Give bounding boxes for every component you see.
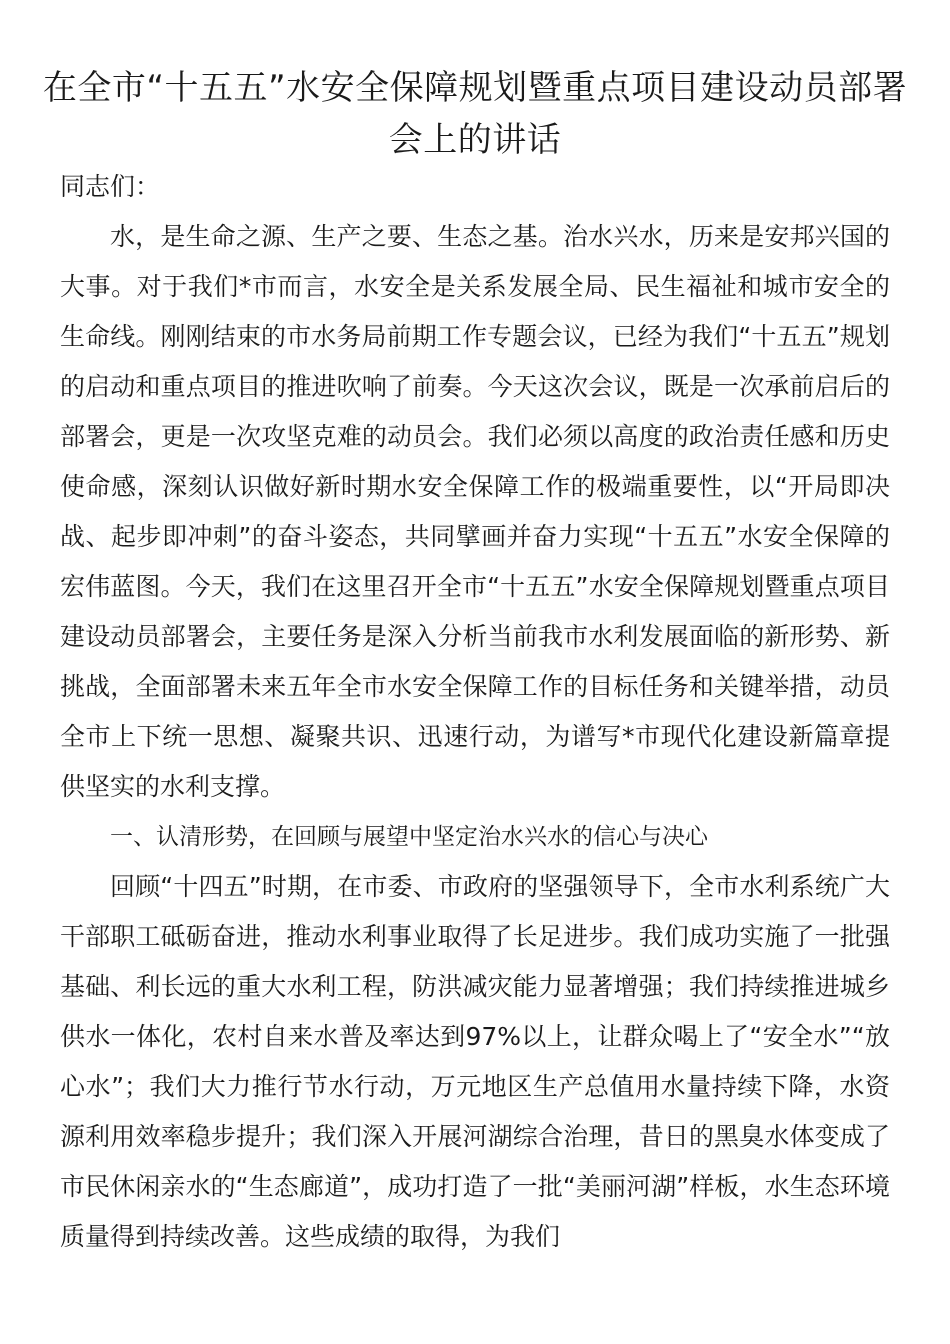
section-heading: 一、认清形势，在回顾与展望中坚定治水兴水的信心与决心: [110, 824, 708, 850]
greeting: 同志们：: [60, 172, 161, 201]
section-paragraph: 回顾“十四五”时期，在市委、市政府的坚强领导下，全市水利系统广大干部职工砥砺奋进，推动水利事业取得了长足进步。我们成功实施了一批强基础、利长远的重大水利工程，防洪减灾能力显著增强；我们持续推进城乡供水一体化，农村自来水普及率达到97%以上，让群众喝上了“安全水”“放心水”；我们大力推行节水行动，万元地区生产总值用水量持续下降，水资源利用效率稳步提升；我们深入开展河湖综合治理，昔日的黑臭水体变成了市民休闲亲水的“生态廊道”，成功打造了一批“美丽河湖”样板，水生态环境质量得到持续改善。这些成绩的取得，为我们: [60, 872, 890, 1251]
intro-paragraph: 水，是生命之源、生产之要、生态之基。治水兴水，历来是安邦兴国的大事。对于我们*市而言，水安全是关系发展全局、民生福祉和城市安全的生命线。刚刚结束的市水务局前期工作专题会议，已经为我们“十五五”规划的启动和重点项目的推进吹响了前奏。今天这次会议，既是一次承前启后的部署会，更是一次攻坚克难的动员会。我们必须以高度的政治责任感和历史使命感，深刻认识做好新时期水安全保障工作的极端重要性，以“开局即决战、起步即冲刺”的奋斗姿态，共同擘画并奋力实现“十五五”水安全保障的宏伟蓝图。今天，我们在这里召开全市“十五五”水安全保障规划暨重点项目建设动员部署会，主要任务是深入分析当前我市水利发展面临的新形势、新挑战，全面部署未来五年全市水安全保障工作的目标任务和关键举措，动员全市上下统一思想、凝聚共识、迅速行动，为谱写*市现代化建设新篇章提供坚实的水利支撑。: [60, 222, 891, 801]
document-title: 在全市“十五五”水安全保障规划暨重点项目建设动员部署会上的讲话: [42, 68, 908, 160]
document-body: [60, 162, 890, 1262]
